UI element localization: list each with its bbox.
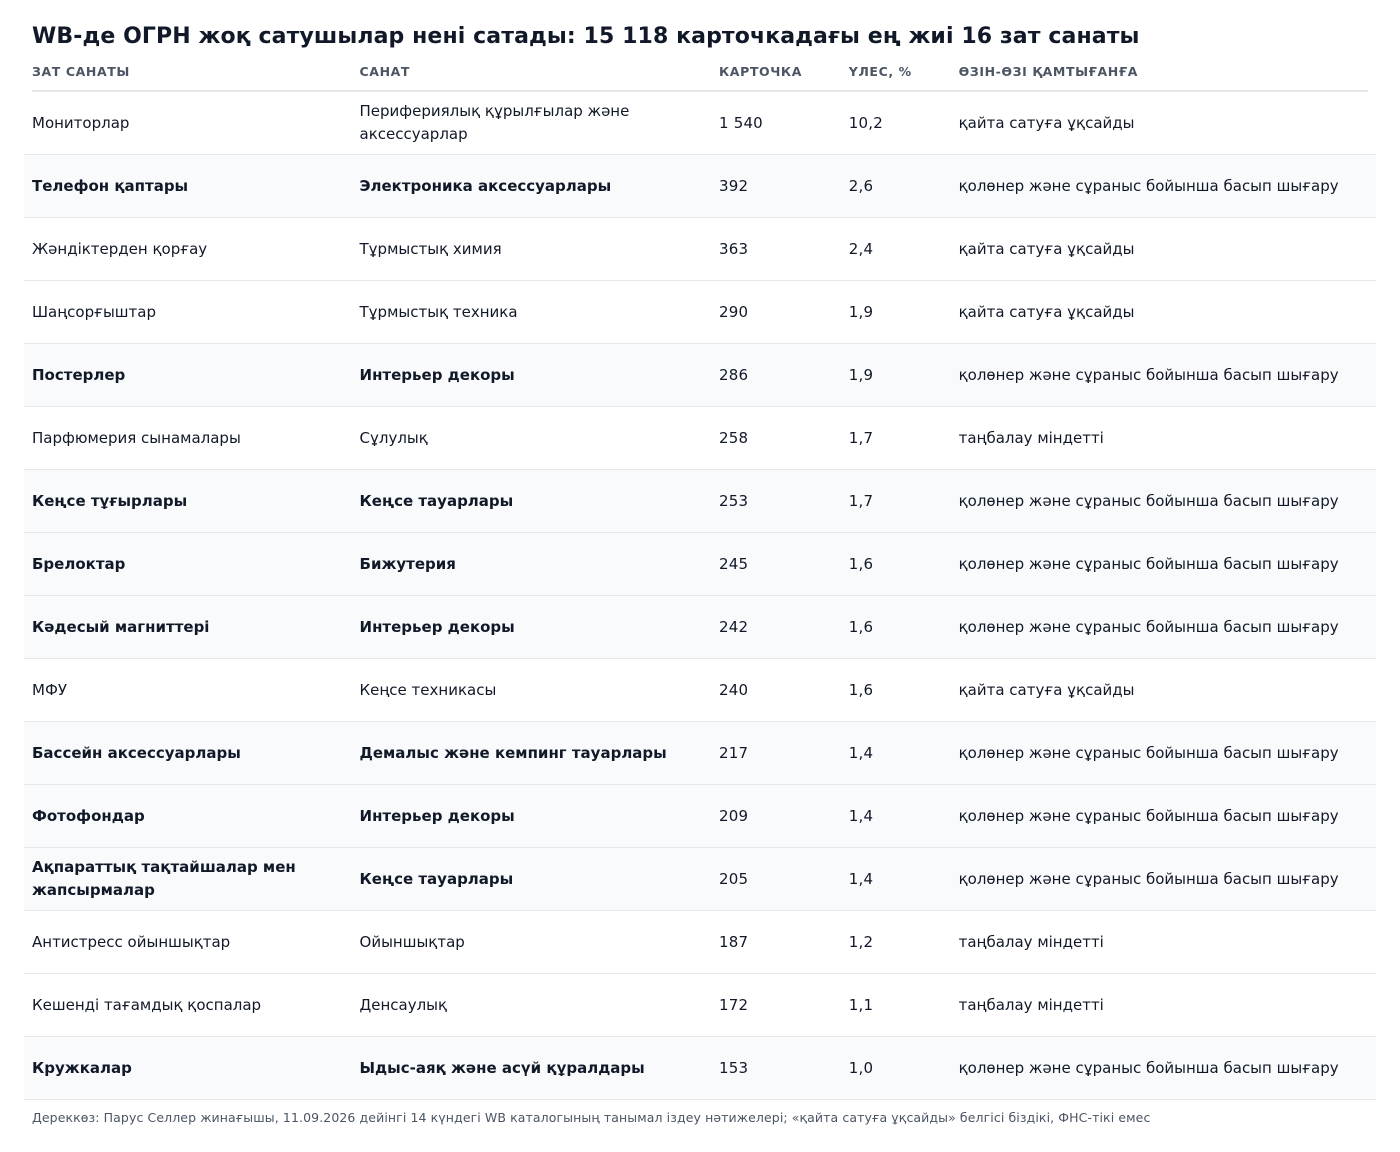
self-employed-cell: қолөнер және сұраныс бойынша басып шығару bbox=[958, 554, 1339, 573]
share-cell: 2,4 bbox=[848, 239, 874, 258]
cards-cell: 245 bbox=[718, 554, 749, 573]
self-employed-cell: қолөнер және сұраныс бойынша басып шығару bbox=[958, 365, 1339, 384]
category-cell: Интерьер декоры bbox=[359, 806, 515, 825]
category-cell: Демалыс және кемпинг тауарлары bbox=[359, 743, 667, 762]
table-row bbox=[24, 533, 1376, 596]
share-cell: 1,6 bbox=[848, 680, 874, 699]
share-cell: 1,6 bbox=[848, 617, 874, 636]
table-row bbox=[24, 281, 1376, 344]
self-employed-cell: таңбалау міндетті bbox=[958, 995, 1104, 1014]
category-cell: Электроника аксессуарлары bbox=[359, 176, 612, 195]
self-employed-cell: қолөнер және сұраныс бойынша басып шығару bbox=[958, 176, 1339, 195]
self-employed-cell: қайта сатуға ұқсайды bbox=[958, 302, 1135, 321]
table-row bbox=[24, 344, 1376, 407]
cards-cell: 209 bbox=[718, 806, 749, 825]
share-cell: 1,4 bbox=[848, 869, 874, 888]
item-category-cell: МФУ bbox=[32, 680, 67, 699]
share-cell: 1,9 bbox=[848, 365, 874, 384]
self-employed-cell: қолөнер және сұраныс бойынша басып шығару bbox=[958, 1058, 1339, 1077]
category-cell: Тұрмыстық техника bbox=[359, 302, 518, 321]
table-row bbox=[24, 407, 1376, 470]
table-row bbox=[24, 1037, 1376, 1100]
self-employed-cell: қолөнер және сұраныс бойынша басып шығару bbox=[958, 743, 1339, 762]
share-cell: 1,9 bbox=[848, 302, 874, 321]
cards-cell: 172 bbox=[718, 995, 749, 1014]
item-category-cell: Брелоктар bbox=[32, 554, 126, 573]
item-category-cell: Мониторлар bbox=[32, 113, 130, 132]
table-row bbox=[24, 911, 1376, 974]
page-title: WB-де ОГРН жоқ сатушылар нені сатады: 15 118 карточкадағы ең жиі 16 зат санаты bbox=[32, 24, 1140, 49]
cards-cell: 258 bbox=[718, 428, 749, 447]
share-cell: 10,2 bbox=[848, 113, 883, 132]
self-employed-cell: таңбалау міндетті bbox=[958, 932, 1104, 951]
header-cards: КАРТОЧКА bbox=[718, 63, 802, 79]
self-employed-cell: таңбалау міндетті bbox=[958, 428, 1104, 447]
item-category-cell: Жәндіктерден қорғау bbox=[32, 239, 208, 258]
self-employed-cell: қолөнер және сұраныс бойынша басып шығару bbox=[958, 617, 1339, 636]
share-cell: 1,4 bbox=[848, 806, 874, 825]
self-employed-cell: қолөнер және сұраныс бойынша басып шығару bbox=[958, 869, 1339, 888]
self-employed-cell: қолөнер және сұраныс бойынша басып шығару bbox=[958, 491, 1339, 510]
category-cell: Кеңсе тауарлары bbox=[359, 869, 514, 888]
table-row bbox=[24, 92, 1376, 155]
item-category-cell: Бассейн аксессуарлары bbox=[32, 743, 241, 762]
header-category: САНАТ bbox=[359, 63, 411, 79]
table-row bbox=[24, 785, 1376, 848]
table-row bbox=[24, 974, 1376, 1037]
table-row bbox=[24, 722, 1376, 785]
item-category-cell: Парфюмерия сынамалары bbox=[32, 428, 241, 447]
cards-cell: 205 bbox=[718, 869, 749, 888]
item-category-cell: Постерлер bbox=[32, 365, 126, 384]
self-employed-cell: қолөнер және сұраныс бойынша басып шығару bbox=[958, 806, 1339, 825]
table-row bbox=[24, 596, 1376, 659]
item-category-cell: Фотофондар bbox=[32, 806, 145, 825]
item-category-cell: Шаңсорғыштар bbox=[32, 302, 156, 321]
cards-cell: 392 bbox=[718, 176, 749, 195]
cards-cell: 286 bbox=[718, 365, 749, 384]
share-cell: 2,6 bbox=[848, 176, 874, 195]
item-category-cell: Антистресс ойыншықтар bbox=[32, 932, 231, 951]
self-employed-cell: қайта сатуға ұқсайды bbox=[958, 239, 1135, 258]
cards-cell: 253 bbox=[718, 491, 749, 510]
share-cell: 1,1 bbox=[848, 995, 874, 1014]
category-cell: Ойыншықтар bbox=[359, 932, 465, 951]
share-cell: 1,6 bbox=[848, 554, 874, 573]
header-share: ҮЛЕС, % bbox=[848, 63, 912, 79]
category-cell: Интерьер декоры bbox=[359, 365, 515, 384]
share-cell: 1,0 bbox=[848, 1058, 874, 1077]
table-body bbox=[24, 92, 1376, 1100]
table-header bbox=[32, 52, 1368, 92]
share-cell: 1,4 bbox=[848, 743, 874, 762]
share-cell: 1,2 bbox=[848, 932, 874, 951]
cards-cell: 217 bbox=[718, 743, 749, 762]
cards-cell: 1 540 bbox=[718, 113, 763, 132]
self-employed-cell: қайта сатуға ұқсайды bbox=[958, 113, 1135, 132]
table-row bbox=[24, 659, 1376, 722]
table-row bbox=[24, 155, 1376, 218]
cards-cell: 290 bbox=[718, 302, 749, 321]
cards-cell: 187 bbox=[718, 932, 749, 951]
category-cell: Денсаулық bbox=[359, 995, 448, 1014]
category-cell: Кеңсе техникасы bbox=[359, 680, 497, 699]
table-row bbox=[24, 218, 1376, 281]
item-category-cell: Кәдесый магниттері bbox=[32, 617, 210, 636]
table-row bbox=[24, 848, 1376, 911]
table-row bbox=[24, 470, 1376, 533]
cards-cell: 242 bbox=[718, 617, 749, 636]
category-cell: Интерьер декоры bbox=[359, 617, 515, 636]
category-cell: Ыдыс-аяқ және асүй құралдары bbox=[359, 1058, 645, 1077]
cards-cell: 240 bbox=[718, 680, 749, 699]
category-cell: Перифериялық құрылғылар және аксессуарлар bbox=[359, 102, 630, 143]
share-cell: 1,7 bbox=[848, 428, 874, 447]
cards-cell: 153 bbox=[718, 1058, 749, 1077]
category-cell: Бижутерия bbox=[359, 554, 456, 573]
item-category-cell: Ақпараттық тақтайшалар мен жапсырмалар bbox=[32, 858, 296, 899]
source-note: Дереккөз: Парус Селлер жинағышы, 11.09.2026 дейінгі 14 күндегі WB каталогының танымал іздеу нәтижелері; «қайта сатуға ұқсайды» белгісі біздікі, ФНС-тікі емес bbox=[32, 1110, 1151, 1125]
cards-cell: 363 bbox=[718, 239, 749, 258]
item-category-cell: Кружкалар bbox=[32, 1058, 132, 1077]
header-item-category: ЗАТ САНАТЫ bbox=[32, 63, 130, 79]
category-cell: Сұлулық bbox=[359, 428, 428, 447]
item-category-cell: Кеңсе тұғырлары bbox=[32, 491, 188, 510]
item-category-cell: Кешенді тағамдық қоспалар bbox=[32, 995, 262, 1014]
share-cell: 1,7 bbox=[848, 491, 874, 510]
header-self-employed: ӨЗІН-ӨЗІ ҚАМТЫҒАНҒА bbox=[958, 63, 1139, 79]
category-cell: Тұрмыстық химия bbox=[359, 239, 502, 258]
self-employed-cell: қайта сатуға ұқсайды bbox=[958, 680, 1135, 699]
category-cell: Кеңсе тауарлары bbox=[359, 491, 514, 510]
item-category-cell: Телефон қаптары bbox=[32, 176, 189, 195]
